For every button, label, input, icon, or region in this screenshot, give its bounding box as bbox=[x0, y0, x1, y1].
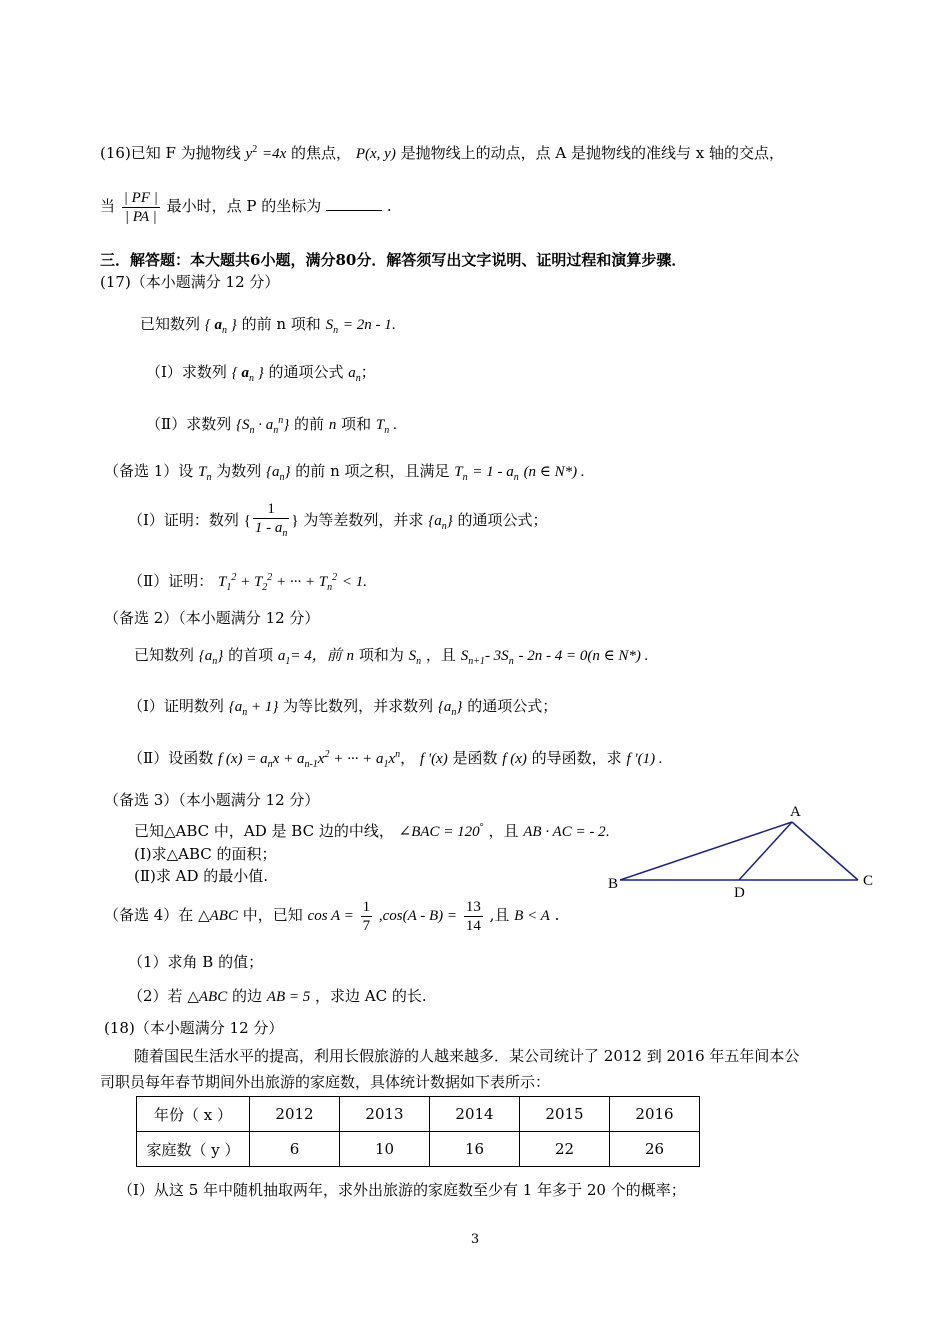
alt4-frac2-den: 14 bbox=[465, 917, 481, 934]
alt4-stem-b: 中，已知 bbox=[242, 906, 303, 924]
alt4-cos-ab: ,cos(A - B) = bbox=[378, 908, 458, 924]
alt1-part1-c: 的通项公式； bbox=[457, 511, 548, 529]
q16-line2 bbox=[100, 186, 392, 226]
alt2-part1-c: 的通项公式； bbox=[467, 697, 558, 715]
q17-stem-a: 已知数列 bbox=[140, 315, 201, 333]
alt3-header: （备选 3）（本小题满分 12 分） bbox=[104, 791, 320, 809]
alt3-dot: AB · AC = - 2 bbox=[523, 824, 606, 840]
q16-frac-den: | PA | bbox=[124, 208, 157, 225]
q16-answer-blank[interactable] bbox=[326, 196, 382, 211]
alt2-stem-formula2: - 2n - 4 = 0(n ∈ N*) . bbox=[518, 648, 649, 664]
table-cell: 2012 bbox=[250, 1097, 340, 1132]
q18-data-table bbox=[136, 1096, 700, 1167]
q16-line2-end: . bbox=[386, 197, 392, 215]
alt4-frac1 bbox=[361, 898, 373, 935]
alt1-part2-end: < 1. bbox=[341, 574, 368, 590]
alt3-stem-b: ，且 bbox=[488, 822, 519, 840]
alt1-stem: （备选 1）设 $T_n$ 为数列 $\{a_n\}$ 的前 n 项之积，且满足 $T_n = 1 - a_n$ (n ∈ N*) . bbox=[104, 462, 585, 483]
q16-line1: (16)已知 F 为抛物线 $y^2 =4x$ 的焦点， P(x, y) 是抛物线上的动点，点 A 是抛物线的准线与 x 轴的交点， bbox=[100, 144, 784, 162]
label-a: A bbox=[790, 804, 801, 820]
alt2-part1-a: （Ⅰ）证明数列 bbox=[128, 697, 224, 715]
q17-part1-b: 的通项公式 bbox=[268, 363, 344, 381]
table-cell: 22 bbox=[520, 1132, 610, 1167]
table-cell: 26 bbox=[610, 1132, 700, 1167]
alt4-part2-c: AB = 5 bbox=[266, 989, 311, 1005]
table-header-families: 家庭数（ y ） bbox=[137, 1132, 250, 1167]
alt1-fraction: $\frac{1}{1 - a_n}$ bbox=[254, 500, 288, 539]
alt1-stem-d: (n ∈ N*) . bbox=[523, 464, 585, 480]
q17-part2-a: （Ⅱ）求数列 bbox=[146, 415, 232, 433]
alt1-stem-b: 为数列 bbox=[216, 462, 262, 480]
alt2-stem-b: 的首项 bbox=[228, 646, 274, 664]
alt1-stem-c: 的前 n 项之积，且满足 bbox=[295, 462, 450, 480]
segment-ac bbox=[792, 822, 858, 880]
alt2-part1: （Ⅰ）证明数列 $\{a_n + 1\}$ 为等比数列，并求数列 $\{a_n\}$ 的通项公式； bbox=[128, 697, 558, 718]
alt1-part1-b: 为等差数列，并求 bbox=[303, 511, 424, 529]
alt2-stem-b2: = 4，前 bbox=[290, 648, 342, 664]
alt4-ineq: B < A bbox=[514, 908, 550, 924]
alt3-stem: 已知△ABC 中，AD 是 BC 边的中线， ∠BAC = 120° ，且 AB · AC = - 2. bbox=[134, 822, 610, 840]
q16-mid2: 是抛物线上的动点，点 A 是抛物线的准线与 x 轴的交点， bbox=[400, 144, 784, 162]
alt4-part2-a: （2）若 bbox=[128, 987, 183, 1005]
q16-mid1: 的焦点， bbox=[291, 144, 352, 162]
alt3-part2: (Ⅱ)求 AD 的最小值. bbox=[134, 867, 269, 885]
alt3-stem-a: 已知△ABC 中，AD 是 BC 边的中线， bbox=[134, 822, 394, 840]
table-row-years bbox=[137, 1097, 700, 1132]
q17-part1: （Ⅰ）求数列 { $a_n$ } 的通项公式 $a_n$； bbox=[146, 363, 376, 384]
q17-stem-b: 的前 n 项和 bbox=[241, 315, 321, 333]
alt4-stem-end: . bbox=[554, 906, 560, 924]
table-cell: 2015 bbox=[520, 1097, 610, 1132]
alt1-frac-den: 1 - a bbox=[254, 519, 283, 536]
q17-part1-a: （Ⅰ）求数列 bbox=[146, 363, 227, 381]
q16-frac-num: | PF | bbox=[123, 189, 158, 206]
alt3-part1: (Ⅰ)求△ABC 的面积； bbox=[134, 845, 277, 863]
table-row-families bbox=[137, 1132, 700, 1167]
q16-line2-suffix: 最小时，点 P 的坐标为 bbox=[166, 197, 322, 215]
q18-para2: 司职员每年春节期间外出旅游的家庭数，具体统计数据如下表所示： bbox=[100, 1073, 551, 1091]
alt2-stem-c: 项和为 bbox=[358, 646, 404, 664]
q16-prefix: (16)已知 F 为抛物线 bbox=[100, 144, 241, 162]
alt1-part2: （Ⅱ）证明： $T_1^2 + T_2^2$ + ··· + $T_n^2 < 1$. bbox=[128, 572, 368, 593]
alt2-part1-b: 为等比数列，并求数列 bbox=[283, 697, 434, 715]
alt2-stem: 已知数列 $\{a_n\}$ 的首项 $a_1= 4$，前 n 项和为 $S_n$ ，且 $S_{n+1}-$ $3S_n - 2n - 4 = 0(n$ ∈ N*) . bbox=[134, 646, 649, 667]
alt2-part2-b: 是函数 bbox=[452, 749, 498, 767]
alt2-part2: （Ⅱ）设函数 f $(x) = a_nx + a_{n-1}x^2$ + ··· + $a_1x^n$， f '(x) 是函数 f (x) 的导函数，求 f '(1) . bbox=[128, 749, 663, 770]
alt3-angle: ∠BAC = 120 bbox=[398, 824, 480, 840]
q16-line2-prefix: 当 bbox=[100, 197, 116, 215]
q17-seq-a: { $a_n$ } bbox=[204, 317, 237, 336]
table-header-year: 年份（ x ） bbox=[137, 1097, 250, 1132]
q16-eq-y: y bbox=[245, 146, 253, 162]
q16-fraction bbox=[122, 189, 160, 226]
page-number: 3 bbox=[470, 1232, 480, 1247]
alt4-frac1-den: 7 bbox=[362, 917, 371, 934]
q16-eq-rest: =4x bbox=[261, 146, 287, 162]
alt1-part1-a: （Ⅰ）证明：数列 bbox=[128, 511, 239, 529]
q17-stem: 已知数列 { $a_n$ } 的前 n 项和 $S_n = 2n - 1$. bbox=[140, 315, 396, 336]
alt1-stem-a: （备选 1）设 bbox=[104, 462, 194, 480]
q16-point-p: P(x, y) bbox=[355, 146, 396, 162]
alt2-part2-formula: f (x) = a bbox=[217, 751, 268, 767]
alt1-stem-formula: = 1 - a bbox=[472, 464, 514, 480]
alt2-part2-a: （Ⅱ）设函数 bbox=[128, 749, 214, 767]
q18-para1: 随着国民生活水平的提高，利用长假旅游的人越来越多．某公司统计了 2012 到 2016 年五年间本公 bbox=[134, 1047, 800, 1065]
table-cell: 6 bbox=[250, 1132, 340, 1167]
alt4-cos-a: cos A = bbox=[307, 908, 354, 924]
table-cell: 16 bbox=[430, 1132, 520, 1167]
label-d: D bbox=[734, 885, 745, 901]
alt2-part2-c: 的导函数，求 bbox=[531, 749, 622, 767]
q18-part1: （Ⅰ）从这 5 年中随机抽取两年，求外出旅游的家庭数至少有 1 年多于 20 个的概率； bbox=[118, 1181, 686, 1199]
table-cell: 2016 bbox=[610, 1097, 700, 1132]
alt4-frac2-num: 13 bbox=[465, 898, 481, 915]
alt2-stem-a: 已知数列 bbox=[134, 646, 195, 664]
alt4-frac2 bbox=[464, 898, 483, 935]
alt2-header: （备选 2）（本小题满分 12 分） bbox=[104, 609, 320, 627]
alt4-frac1-num: 1 bbox=[362, 898, 371, 915]
alt1-frac-num: 1 bbox=[253, 500, 290, 519]
alt2-stem-d: ，且 bbox=[425, 646, 456, 664]
q17-part2-b: 的前 bbox=[294, 415, 325, 433]
q17-stem-formula: = 2n - 1 bbox=[342, 317, 392, 333]
table-cell: 2013 bbox=[340, 1097, 430, 1132]
q17-header: (17)（本小题满分 12 分） bbox=[100, 273, 280, 291]
label-b: B bbox=[608, 876, 619, 892]
alt1-part1: （Ⅰ）证明：数列 { $\frac{1}{1 - a_n}$ } 为等差数列，并求 $\{a_n\}$ 的通项公式； bbox=[128, 498, 548, 549]
q17-part2-c: 项和 bbox=[341, 415, 372, 433]
triangle-figure bbox=[600, 798, 890, 902]
table-cell: 2014 bbox=[430, 1097, 520, 1132]
alt4-stem-a: （备选 4）在 bbox=[104, 906, 194, 924]
alt2-stem-formula: - 3S bbox=[484, 648, 509, 664]
alt4-stem-c: ,且 bbox=[489, 906, 510, 924]
q18-header: (18)（本小题满分 12 分） bbox=[104, 1019, 284, 1037]
alt1-part2-a: （Ⅱ）证明： bbox=[128, 572, 214, 590]
alt4-stem bbox=[104, 892, 559, 939]
table-cell: 10 bbox=[340, 1132, 430, 1167]
q17-part2: （Ⅱ）求数列 $\{S_n \cdot a_n^n\}$ 的前 n 项和 $T_n$ . bbox=[146, 415, 397, 436]
alt4-tri: △ABC bbox=[198, 908, 238, 924]
label-c: C bbox=[863, 873, 874, 889]
alt4-part2-b: 的边 bbox=[231, 987, 262, 1005]
alt4-part2: （2）若 △ABC 的边 AB = 5 ，求边 AC 的长. bbox=[128, 987, 427, 1005]
section3-heading: 三．解答题：本大题共6小题，满分80分．解答须写出文字说明、证明过程和演算步骤． bbox=[100, 251, 687, 269]
alt4-part2-d: ，求边 AC 的长. bbox=[315, 987, 427, 1005]
alt4-part1: （1）求角 B 的值； bbox=[128, 953, 264, 971]
